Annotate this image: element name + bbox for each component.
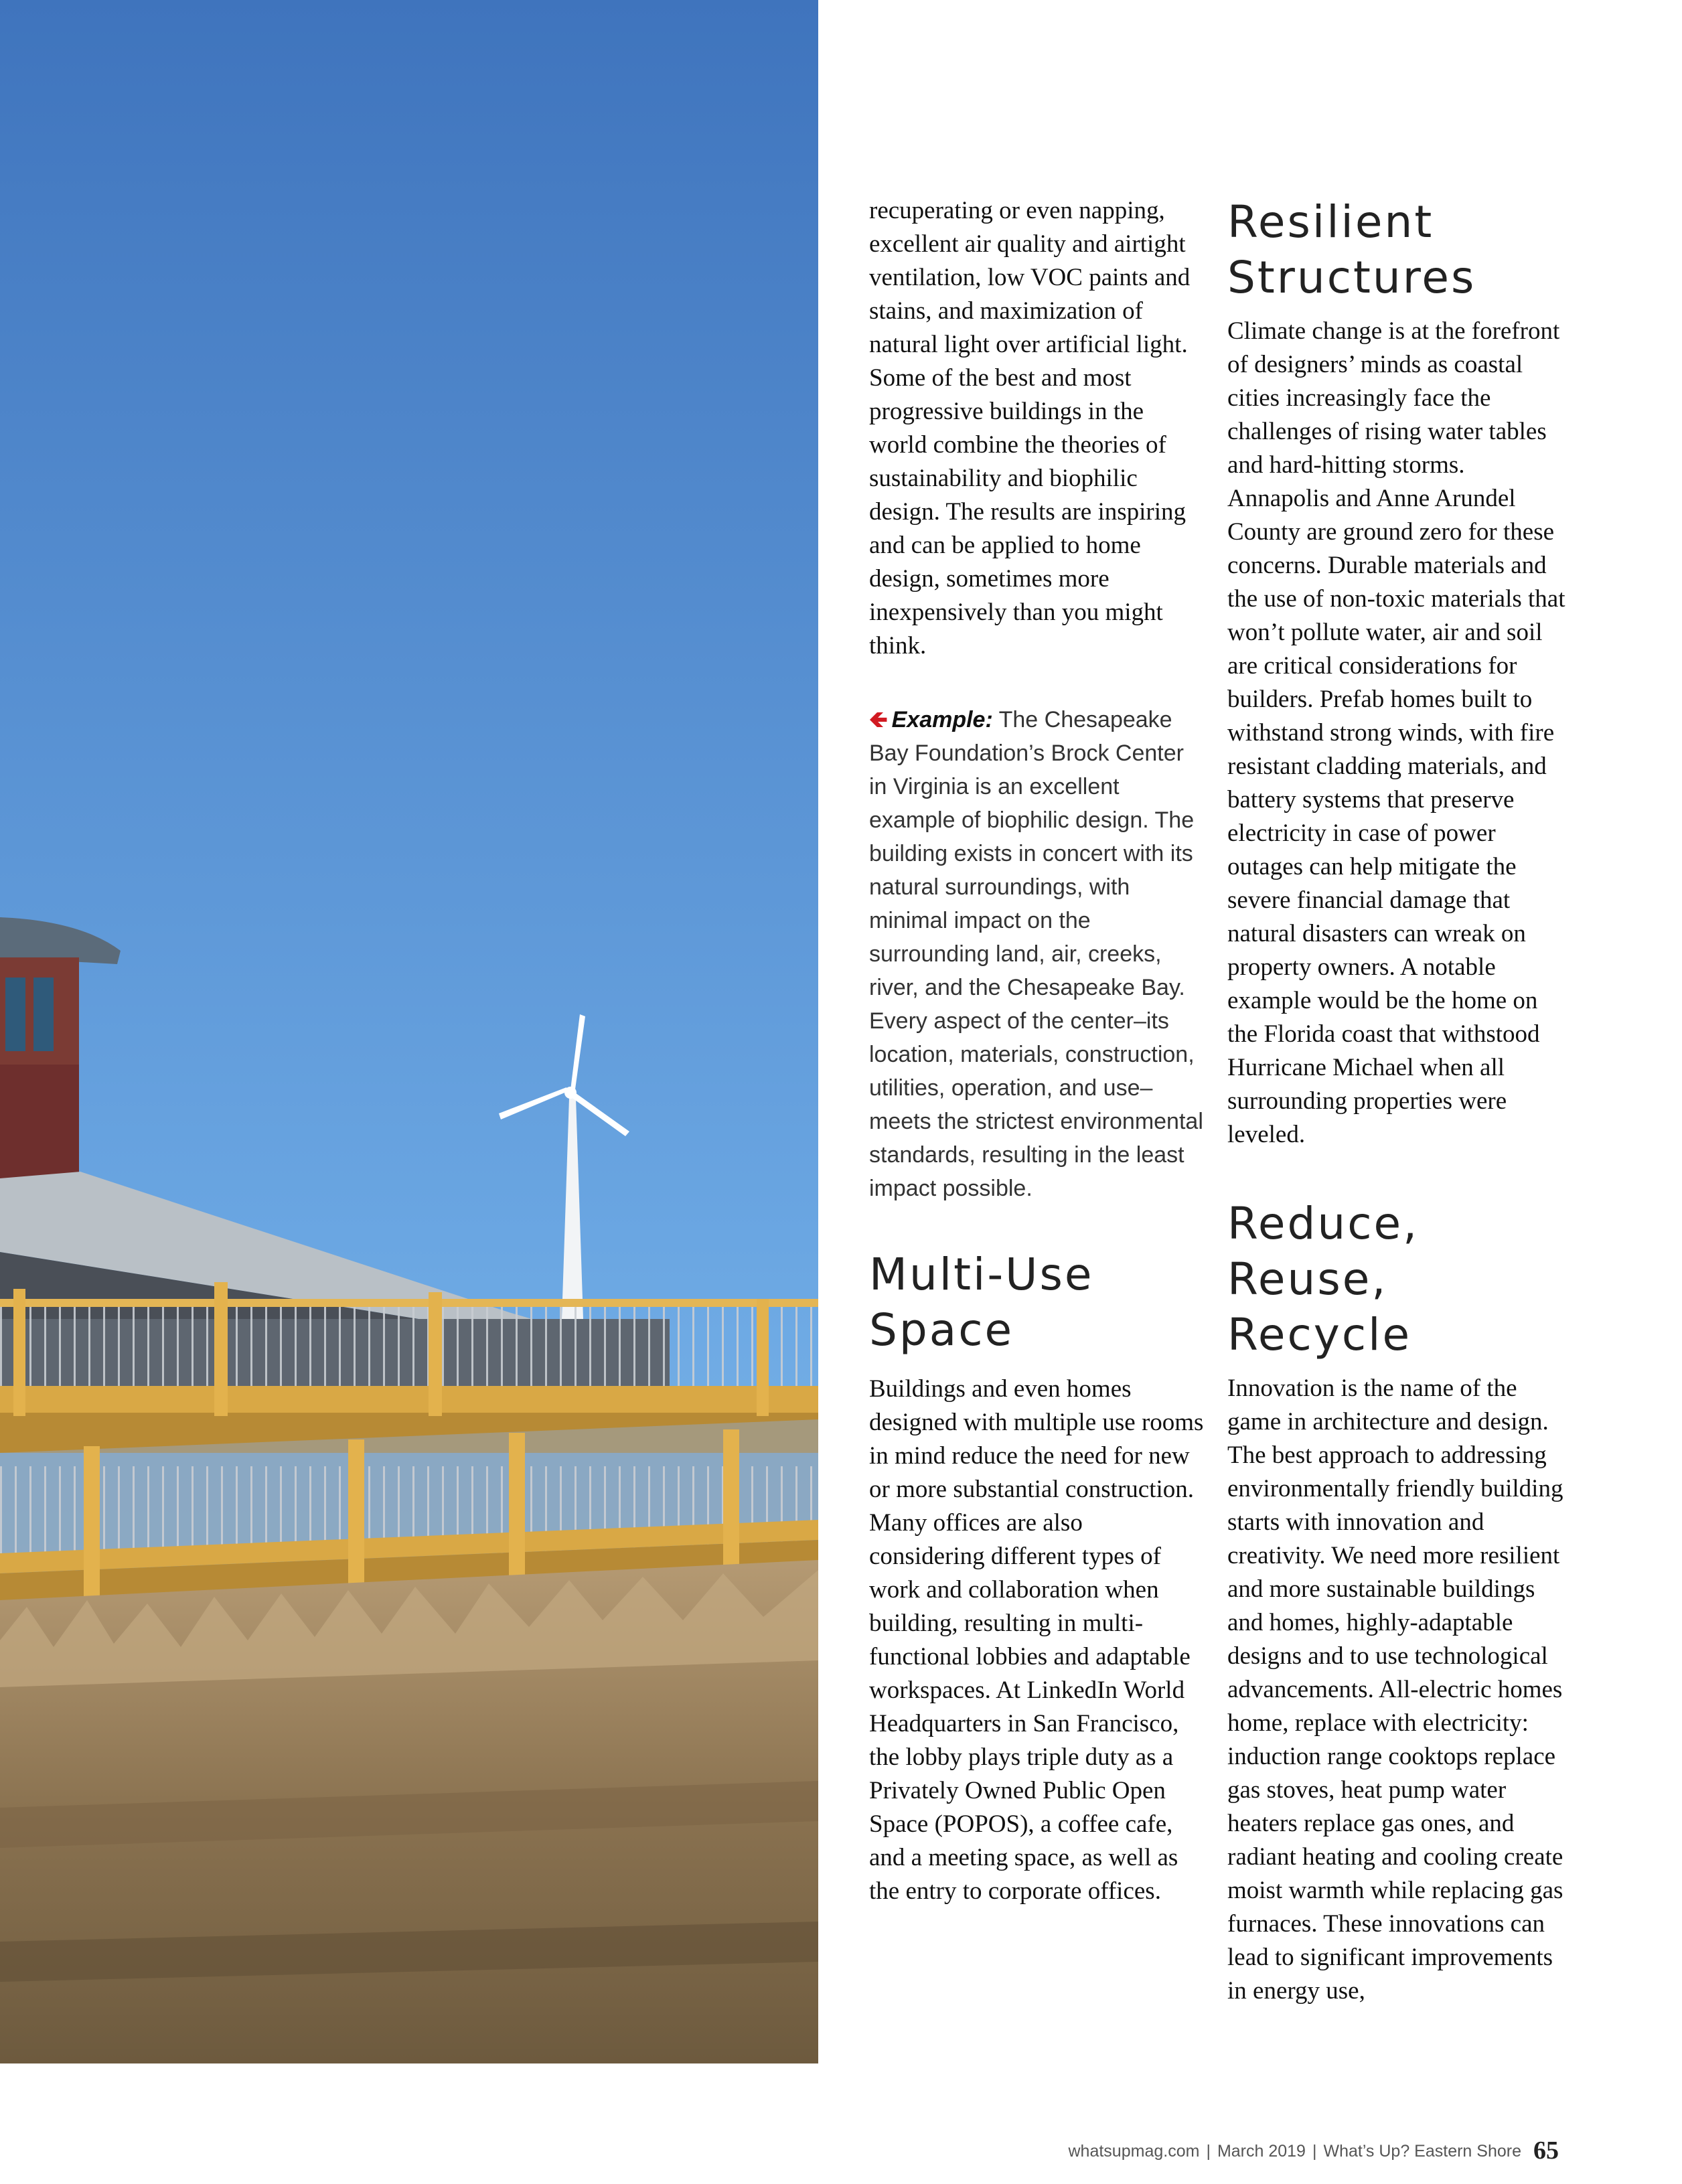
reduce-heading: Reduce, Reuse, Recycle (1227, 1198, 1420, 1360)
footer-separator: | (1206, 2142, 1211, 2161)
footer-site: whatsupmag.com (1068, 2142, 1200, 2161)
left-arrow-icon: 🡸 (869, 707, 888, 732)
multi-use-heading: Multi-Use Space (869, 1249, 1094, 1356)
resilient-paragraph: Climate change is at the forefront of designers’ minds as coastal cities increasingly face the challenges of rising water tables and hard-hitting storms. Annapolis and Anne Arundel County are ground zero for these concerns. Durable materials and the use of non-toxic materials that won’t pollute water, air and soil are critical considerations for builders. Prefab homes built to withstand strong winds, with fire resistant cladding materials, and battery systems that preserve electricity in case of power outages can help mitigate the severe financial damage that natural disasters can wreak on property owners. A notable example would be the home on the Florida coast that withstood Hurricane Michael when all surrounding properties were leveled. (1227, 317, 1565, 1148)
resilient-heading: Resilient Structures (1227, 196, 1476, 303)
intro-paragraph: recuperating or even napping, excellent air quality and airtight ventilation, low VOC paints and stains, and maximization of natural light over artificial light. Some of the best and most progressive buildings in the world combine the theories of sustainability and biophilic design. The results are inspiring and can be applied to home design, sometimes more inexpensively than you might think. (869, 197, 1191, 659)
right-column (1227, 194, 1569, 2008)
example-callout (869, 703, 1204, 1205)
reduce-paragraph: Innovation is the name of the game in architecture and design. The best approach to addressing environmentally friendly building starts with innovation and creativity. We need more resilient and more sustainable buildings and homes, highly-adaptable designs and to use technological advancements. All-electric homes home, replace with electricity: induction range cooktops replace gas stoves, heat pump water heaters replace gas ones, and radiant heating and cooling create moist warmth while replacing gas furnaces. These innovations can lead to significant improvements in energy use, (1227, 1375, 1563, 2005)
page-footer (1069, 2136, 1559, 2165)
brock-center-photo (0, 0, 818, 2063)
page-number: 65 (1533, 2136, 1559, 2165)
footer-publication: What’s Up? Eastern Shore (1323, 2142, 1521, 2161)
example-text: The Chesapeake Bay Foundation’s Brock Center in Virginia is an excellent example of biophilic design. The building exists in concert with its natural surroundings, with minimal impact on the surrounding land, air, creeks, river, and the Chesapeake Bay. Every aspect of the center–its location, materials, construction, utilities, operation, and use–meets the strictest environmental standards, resulting in the least impact possible. (869, 707, 1203, 1201)
example-label: Example: (891, 707, 993, 732)
footer-separator: | (1312, 2142, 1317, 2161)
left-column (869, 194, 1204, 1908)
multi-use-paragraph: Buildings and even homes designed with multiple use rooms in mind reduce the need for new or more substantial construction. Many offices are also considering different types of work and collaboration when building, resulting in multi-functional lobbies and adaptable workspaces. At LinkedIn World Headquarters in San Francisco, the lobby plays triple duty as a Privately Owned Public Open Space (POPOS), a coffee cafe, and a meeting space, as well as the entry to corporate offices. (869, 1375, 1204, 1905)
tall-grass (0, 1560, 818, 2063)
footer-issue: March 2019 (1217, 2142, 1306, 2161)
